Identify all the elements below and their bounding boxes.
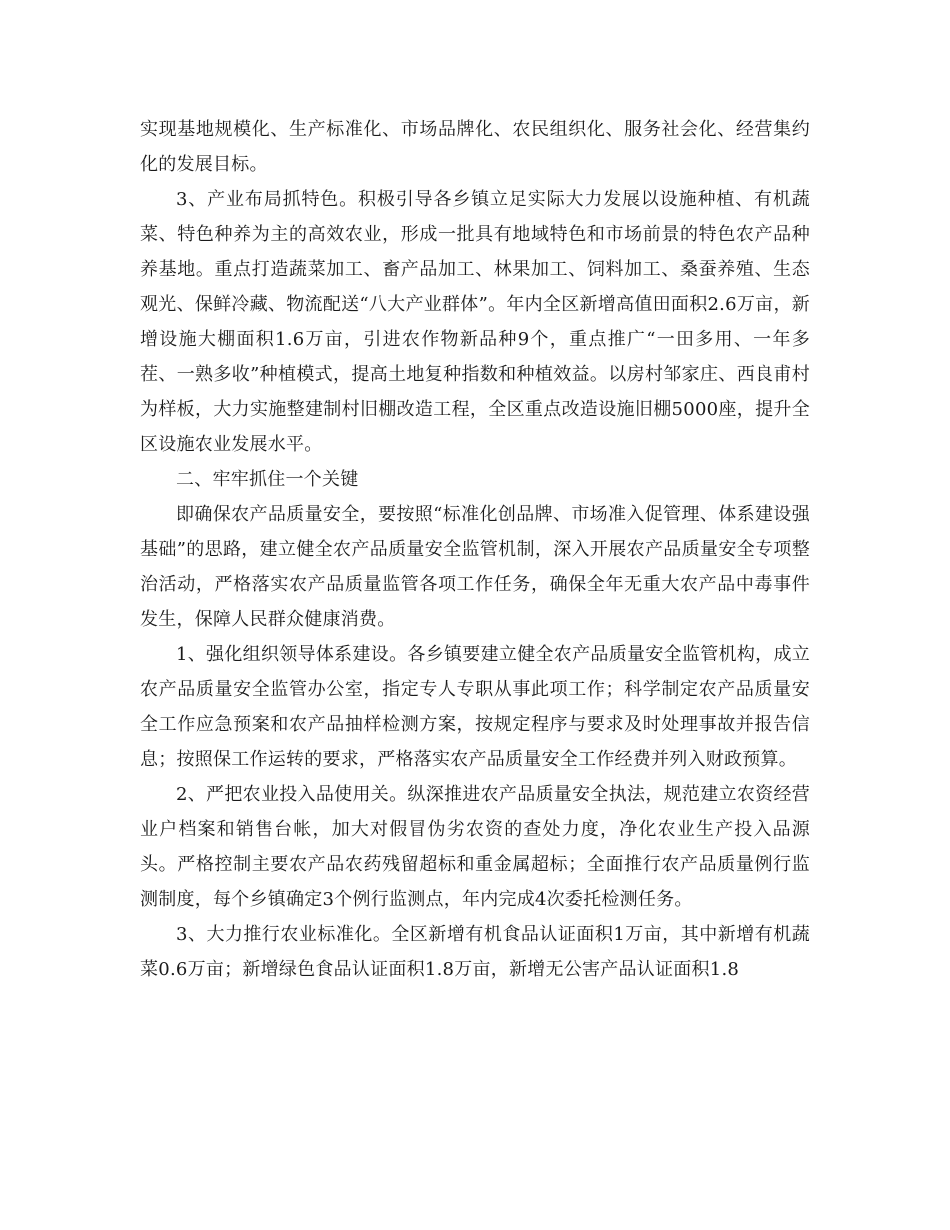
document-body <box>140 112 810 987</box>
paragraph-organization: 1、强化组织领导体系建设。各乡镇要建立健全农产品质量安全监管机构，成立农产品质量安全监管办公室，指定专人专职从事此项工作；科学制定农产品质量安全工作应急预案和农产品抽样检测方案，按规定程序与要求及时处理事故并报告信息；按照保工作运转的要求，严格落实农产品质量安全工作经费并列入财政预算。 <box>140 644 810 770</box>
paragraph-industry-layout: 3、产业布局抓特色。积极引导各乡镇立足实际大力发展以设施种植、有机蔬菜、特色种养为主的高效农业，形成一批具有地域特色和市场前景的特色农产品种养基地。重点打造蔬菜加工、畜产品加工、林果加工、饲料加工、桑蚕养殖、生态观光、保鲜冷藏、物流配送“八大产业群体”。年内全区新增高值田面积2.6万亩，新增设施大棚面积1.6万亩，引进农作物新品种9个，重点推广“一田多用、一年多茬、一熟多收”种植模式，提高土地复种指数和种植效益。以房村邹家庄、西良甫村为样板，大力实施整建制村旧棚改造工程，全区重点改造设施旧棚5000座，提升全区设施农业发展水平。 <box>140 189 810 455</box>
paragraph-quality-safety: 即确保农产品质量安全，要按照“标准化创品牌、市场准入促管理、体系建设强基础”的思路，建立健全农产品质量安全监管机制，深入开展农产品质量安全专项整治活动，严格落实农产品质量监管各项工作任务，确保全年无重大农产品中毒事件发生，保障人民群众健康消费。 <box>140 504 810 630</box>
paragraph-inputs-control: 2、严把农业投入品使用关。纵深推进农产品质量安全执法，规范建立农资经营业户档案和销售台帐，加大对假冒伪劣农资的查处力度，净化农业生产投入品源头。严格控制主要农产品农药残留超标和重金属超标；全面推行农产品质量例行监测制度，每个乡镇确定3个例行监测点，年内完成4次委托检测任务。 <box>140 784 810 910</box>
paragraph-continuation: 实现基地规模化、生产标准化、市场品牌化、农民组织化、服务社会化、经营集约化的发展目标。 <box>140 119 810 175</box>
paragraph-standardization: 3、大力推行农业标准化。全区新增有机食品认证面积1万亩，其中新增有机蔬菜0.6万亩；新增绿色食品认证面积1.8万亩，新增无公害产品认证面积1.8 <box>140 924 810 980</box>
section-heading-key: 二、牢牢抓住一个关键 <box>176 469 359 490</box>
